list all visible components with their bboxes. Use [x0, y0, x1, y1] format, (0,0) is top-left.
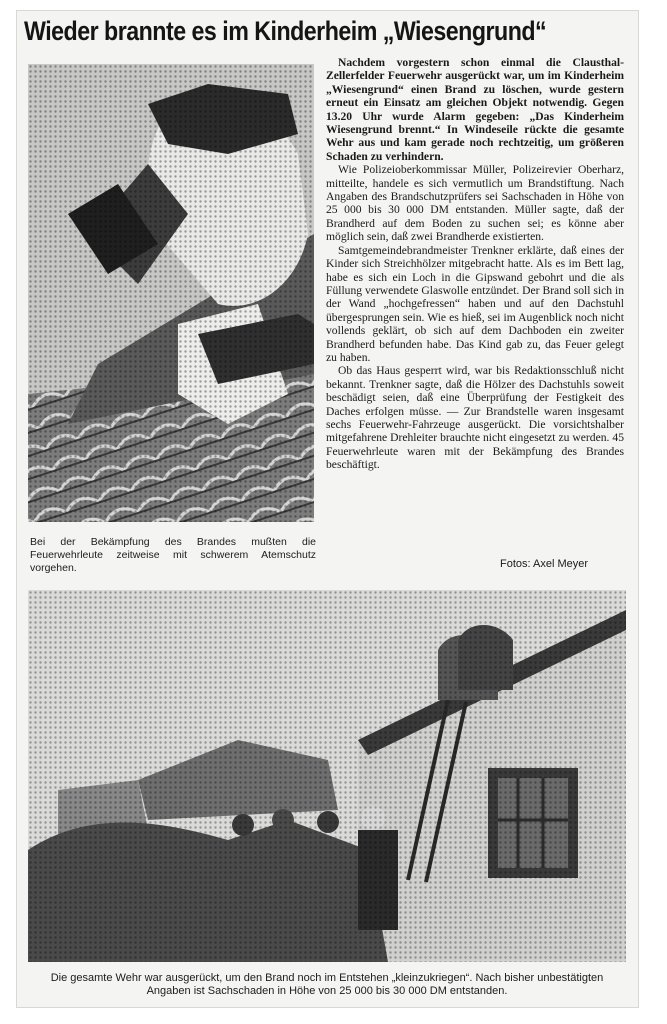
photo-top-caption: Bei der Bekämpfung des Brandes mußten die Feuerwehrleute zeitweise mit schwerem Atemschutz vorgehen. [30, 536, 316, 574]
firefighter-photo-illustration [28, 64, 314, 522]
article-paragraph: Nachdem vorgestern schon einmal die Clausthal-Zellerfelder Feuerwehr ausgerückt war, um im Kinderheim „Wiesengrund“ einen Brand zu löschen, wurde gestern erneut ein Einsatz am gleichen Objekt notwendig. Gegen 13.20 Uhr wurde Alarm gegeben: „Das Kinderheim Wiesengrund brennt.“ In Windeseile rückte die gesamte Wehr aus und kam gerade noch rechtzeitig, um größeren Schaden zu verhindern. [326, 56, 624, 163]
photo-credit: Fotos: Axel Meyer [500, 558, 589, 570]
article-paragraph: Ob das Haus gesperrt wird, war bis Redaktionsschluß nicht bekannt. Trenkner sagte, daß die Hölzer des Dachstuhls soweit beschädigt seien, daß eine Überprüfung der Festigkeit des Daches erfolgen müsse. — Zur Brandstelle waren insgesamt sechs Feuerwehr-Fahrzeuge ausgerückt. Die vorsichtshalber mitgefahrene Drehleiter brauchte nicht eingesetzt zu werden. 45 Feuerwehrleute waren mit der Bekämpfung des Brandes beschäftigt. [326, 364, 624, 472]
photo-firefighters-at-building [28, 590, 626, 962]
building-photo-illustration [28, 590, 626, 962]
photo-firefighter-on-roof [28, 64, 314, 522]
photo-bottom-caption: Die gesamte Wehr war ausgerückt, um den Brand noch im Entstehen „kleinzukriegen“. Nach bisher unbestätigten Angaben ist Sachschaden in Höhe von 25 000 bis 30 000 DM entstanden. [50, 972, 604, 997]
headline: Wieder brannte es im Kinderheim „Wiesengrund“ [24, 16, 547, 46]
article-paragraph: Samtgemeindebrandmeister Trenkner erklärte, daß eines der Kinder sich Streichhölzer mitgebracht hatte. Als es im Bett lag, habe es sich ein Loch in die Gipswand gebohrt und die als Füllung verwendete Glaswolle entzündet. Der Brand soll sich in der Wand „hochgefressen“ haben und auf den Dachstuhl übergesprungen sein. Wie es hieß, sei im Augenblick noch nicht vollends geklärt, ob sich auf dem Dachboden ein zweiter Brandherd befunden habe. Das Kind gab zu, das Feuer gelegt zu haben. [326, 243, 624, 364]
article-body [326, 56, 624, 472]
article-paragraph: Wie Polizeioberkommissar Müller, Polizeirevier Oberharz, mitteilte, handele es sich vermutlich um Brandstiftung. Nach Angaben des Brandschutzprüfers sei Sachschaden in Höhe von 25 000 bis 30 000 DM entstanden. Müller sagte, daß der Brandherd auf dem Boden zu suchen sei; es könne aber möglich sein, daß zwei Brandherde existierten. [326, 163, 624, 244]
